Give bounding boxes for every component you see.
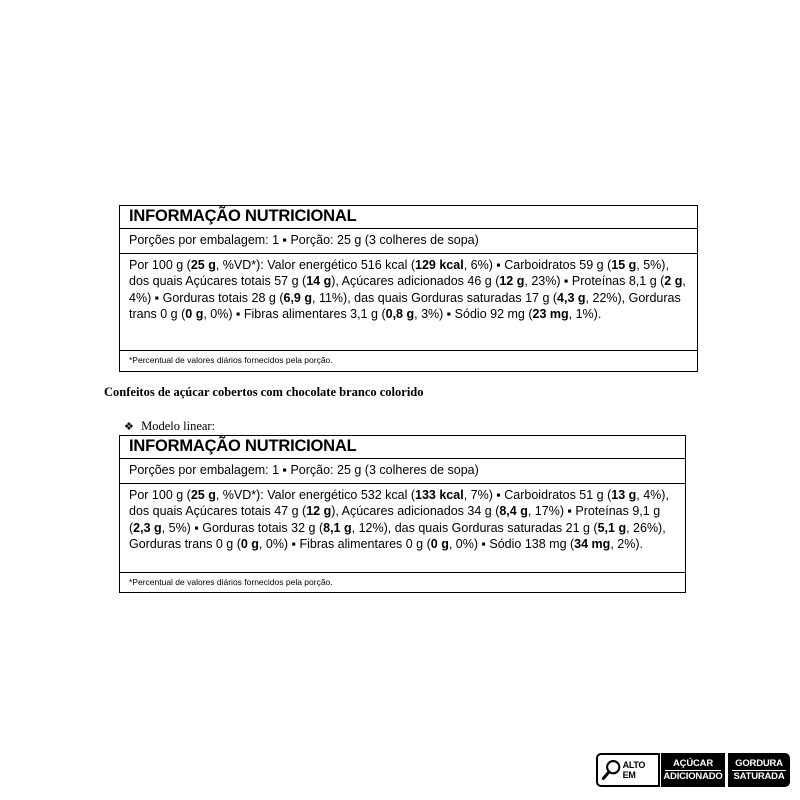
bold-value: 23 mg <box>532 306 569 321</box>
bold-value: 133 kcal <box>415 488 464 502</box>
text-run: , 4%), dos quais Açúcares totais 47 g ( <box>129 488 669 519</box>
saturada-text: SATURADA <box>733 770 785 782</box>
text-run: , 6%) ▪ Carboidratos 59 g ( <box>463 258 612 272</box>
product-title: Confeitos de açúcar cobertos com chocolate branco colorido <box>104 385 424 399</box>
gordura-saturada-badge <box>728 753 790 787</box>
acucar-text: AÇÚCAR <box>665 759 721 771</box>
bold-value: 34 mg <box>574 536 611 551</box>
bold-value: 0 g <box>430 536 449 551</box>
text-run: , 17%) ▪ Proteínas 9,1 g ( <box>129 504 661 535</box>
bold-value: 4,3 g <box>557 290 586 305</box>
nutrition-table-2 <box>119 435 686 593</box>
bold-value: 0 g <box>240 536 259 551</box>
text-run: ), Açúcares adicionados 46 g ( <box>331 274 500 289</box>
text-run: , %VD*): Valor energético 532 kcal ( <box>215 488 416 502</box>
text-run: , 5%), dos quais Açúcares totais 57 g ( <box>129 258 669 289</box>
bold-value: 8,4 g <box>499 504 528 519</box>
adicionado-text: ADICIONADO <box>663 770 723 782</box>
footnote: *Percentual de valores diários fornecidos pela porção. <box>129 577 333 587</box>
front-warning-label <box>596 753 790 787</box>
nutrition-title: INFORMAÇÃO NUTRICIONAL <box>120 436 685 459</box>
alto-em-text: ALTO EM <box>622 760 646 780</box>
text-run: , 4%) ▪ Gorduras totais 28 g ( <box>129 274 686 305</box>
bold-value: 13 g <box>611 488 637 502</box>
bold-value: 12 g <box>306 504 332 519</box>
nutrition-table-1 <box>119 205 698 372</box>
text-run: , 5%) ▪ Gorduras totais 32 g ( <box>161 520 324 535</box>
bold-value: 8,1 g <box>323 520 352 535</box>
model-caption <box>124 419 215 434</box>
nutrition-body <box>120 254 697 351</box>
bold-value: 12 g <box>499 274 525 289</box>
text-run: , 23%) ▪ Proteínas 8,1 g ( <box>524 274 665 289</box>
acucar-adicionado-badge <box>661 753 725 787</box>
text-run: , 0%) ▪ Fibras alimentares 0 g ( <box>258 536 431 551</box>
bold-value: 0,8 g <box>385 306 415 321</box>
nutrition-body <box>120 484 685 573</box>
footnote: *Percentual de valores diários fornecidos pela porção. <box>129 355 333 365</box>
text-run: , 22%), Gorduras trans 0 g ( <box>129 290 681 321</box>
text-run: , 3%) ▪ Sódio 92 mg ( <box>414 306 533 321</box>
text-run: , 1%). <box>568 306 602 321</box>
bold-value: 25 g <box>190 258 216 272</box>
servings-line: Porções por embalagem: 1 ▪ Porção: 25 g (3 colheres de sopa) <box>120 229 697 254</box>
nutrition-title: INFORMAÇÃO NUTRICIONAL <box>120 206 697 229</box>
text-run: , %VD*): Valor energético 516 kcal ( <box>215 258 416 272</box>
model-label: Modelo linear: <box>141 419 216 433</box>
servings-line: Porções por embalagem: 1 ▪ Porção: 25 g (3 colheres de sopa) <box>120 459 685 484</box>
bullet-icon: ❖ <box>124 421 134 433</box>
bold-value: 6,9 g <box>283 290 312 305</box>
text-run: ), Açúcares adicionados 34 g ( <box>331 504 500 519</box>
text-run: , 12%), das quais Gorduras saturadas 21 g ( <box>351 520 598 535</box>
text-run: , 7%) ▪ Carboidratos 51 g ( <box>463 488 612 502</box>
bold-value: 2 g <box>664 274 683 289</box>
text-run: Por 100 g ( <box>129 258 191 272</box>
alto-em-badge <box>596 753 660 787</box>
text-run: , 2%). <box>610 536 643 551</box>
bold-value: 25 g <box>190 488 216 502</box>
bold-value: 0 g <box>185 306 204 321</box>
text-run: , 11%), das quais Gorduras saturadas 17 g ( <box>312 290 558 305</box>
bold-value: 14 g <box>306 274 332 289</box>
text-run: , 0%) ▪ Fibras alimentares 3,1 g ( <box>203 306 386 321</box>
bold-value: 5,1 g <box>597 520 627 535</box>
text-run: , 0%) ▪ Sódio 138 mg ( <box>448 536 575 551</box>
bold-value: 15 g <box>611 258 637 272</box>
text-run: Por 100 g ( <box>129 488 191 502</box>
magnifier-icon <box>601 758 622 782</box>
text-run: , 26%), Gorduras trans 0 g ( <box>129 520 666 551</box>
bold-value: 129 kcal <box>415 258 464 272</box>
gordura-text: GORDURA <box>732 759 786 771</box>
bold-value: 2,3 g <box>133 520 162 535</box>
